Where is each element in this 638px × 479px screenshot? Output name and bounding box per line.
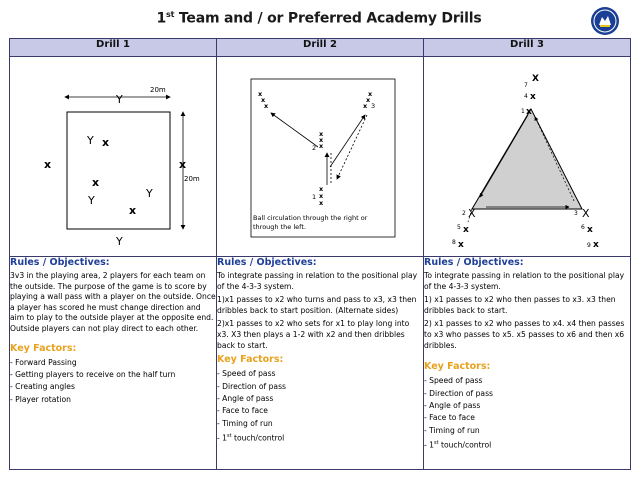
key-factors-list	[10, 357, 216, 407]
player-x: x	[319, 199, 324, 207]
key-factor-item: - Angle of pass	[424, 400, 481, 410]
drill3-diagram	[424, 57, 629, 256]
drill3-diagram-cell	[424, 57, 631, 257]
drill3-header: Drill 3	[424, 39, 631, 57]
drill3-rules-cell	[424, 257, 631, 470]
drill1-diagram	[10, 57, 215, 256]
key-factors-heading: Key Factors:	[10, 342, 77, 354]
player-x: x	[179, 158, 187, 171]
player-x: x	[261, 96, 266, 104]
player-x: x	[102, 136, 110, 149]
key-factor-item: - Speed of pass	[424, 376, 483, 386]
pass-arrow	[271, 113, 318, 147]
drill2-diagram-cell	[217, 57, 424, 257]
drill2-header: Drill 2	[217, 39, 424, 57]
player-y: Y	[88, 194, 95, 207]
drill2-caption: through the left.	[253, 223, 306, 231]
player-y: Y	[146, 187, 153, 200]
step-text: 1)x1 passes to x2 who turns and pass to x3, x3 then dribbles back to start position. (Alternate sides)	[217, 295, 417, 315]
player-x: x	[530, 92, 536, 102]
key-factor-item: - Face to face	[217, 406, 268, 416]
dist-right-label: 20m	[184, 175, 200, 183]
rules-heading: Rules / Objectives:	[10, 257, 110, 268]
key-factors-list	[217, 368, 423, 445]
player-x: x	[458, 240, 464, 250]
player-x: x	[319, 136, 324, 144]
page-title: 1st Team and / or Preferred Academy Drills	[156, 10, 482, 27]
dist-top-label: 20m	[150, 86, 166, 94]
player-x: x	[319, 130, 324, 138]
player-x: x	[593, 240, 599, 250]
drill2-caption: Ball circulation through the right or	[253, 214, 368, 222]
key-factor-item: - Player rotation	[10, 394, 71, 404]
num-7: 7	[524, 82, 528, 89]
player-x: x	[319, 142, 324, 150]
key-factors-heading: Key Factors:	[424, 361, 491, 373]
drill2-diagram	[217, 57, 422, 256]
key-factor-item: - Getting players to receive on the half turn	[10, 369, 176, 379]
player-x: X	[532, 74, 539, 84]
passing-triangle	[472, 109, 582, 209]
key-factor-item: - Direction of pass	[424, 388, 493, 398]
player-x: x	[319, 185, 324, 193]
rules-text: To integrate passing in relation to the positional play of the 4-3-3 system.	[424, 271, 625, 291]
player-x: x	[463, 225, 469, 235]
drill2-rules-cell	[217, 257, 424, 470]
playing-area	[67, 112, 170, 229]
rules-heading: Rules / Objectives:	[217, 257, 317, 268]
player-x: x	[526, 107, 532, 117]
num-5: 5	[457, 224, 461, 231]
num-3: 3	[371, 102, 376, 110]
key-factor-item: - Timing of run	[424, 425, 480, 435]
key-factor-item: - Creating angles	[10, 382, 75, 392]
rules-text: To integrate passing in relation to the positional play of the 4-3-3 system.	[217, 271, 418, 291]
player-x: x	[319, 192, 324, 200]
num-1: 1	[521, 108, 525, 115]
step-text: 2)x1 passes to x2 who sets for x1 to play long into x3. X3 then plays a 1-2 with x2 and then dribbles back to start.	[217, 319, 410, 350]
player-x: X	[468, 207, 476, 220]
num-8: 8	[452, 239, 456, 246]
step-text: 2) x1 passes to x2 who passes to x4. x4 then passes to x3 who passes to x5. x5 passes to x6 and then x6 dribbles.	[424, 319, 625, 350]
player-x: x	[264, 102, 269, 110]
drill1-header: Drill 1	[10, 39, 217, 57]
key-factor-item: - Timing of run	[217, 418, 273, 428]
club-crest-icon	[590, 6, 620, 36]
key-factors-list	[424, 375, 630, 452]
key-factors-heading: Key Factors:	[217, 354, 284, 366]
num-9: 9	[587, 242, 591, 249]
drills-table	[9, 38, 631, 470]
key-factor-item: - 1st touch/control	[217, 433, 285, 443]
player-y: Y	[116, 93, 123, 106]
num-2: 2	[312, 144, 317, 152]
num-3: 3	[574, 210, 578, 217]
rules-heading: Rules / Objectives:	[424, 257, 524, 268]
run-arrow	[337, 115, 367, 179]
drill1-rules-cell	[10, 257, 217, 470]
key-factor-item: - Direction of pass	[217, 381, 286, 391]
rules-text: 3v3 in the playing area, 2 players for each team on the outside. The purpose of the game is to score by playing a wall pass with a player on the outside. Once a player has scored he must change direction and aim to play to the outside player at the opposite end. Outside players can not play direct to each other.	[10, 271, 216, 333]
key-factor-item: - Angle of pass	[217, 393, 274, 403]
player-x: x	[368, 90, 373, 98]
player-x: x	[587, 225, 593, 235]
player-x: x	[44, 158, 52, 171]
num-6: 6	[581, 224, 585, 231]
key-factor-item: - Face to face	[424, 413, 475, 423]
key-factor-item: - Forward Passing	[10, 357, 77, 367]
player-x: x	[129, 204, 137, 217]
player-x: X	[582, 207, 590, 220]
num-4: 4	[524, 93, 528, 100]
key-factor-item: - 1st touch/control	[424, 440, 492, 450]
pass-arrow	[330, 115, 365, 167]
step-text: 1) x1 passes to x2 who then passes to x3. x3 then dribbles back to start.	[424, 295, 616, 315]
num-1: 1	[312, 193, 317, 201]
player-x: x	[92, 176, 100, 189]
drill1-diagram-cell	[10, 57, 217, 257]
player-y: Y	[116, 235, 123, 248]
player-x: x	[258, 90, 263, 98]
player-y: Y	[87, 134, 94, 147]
num-2: 2	[462, 210, 466, 217]
player-x: x	[363, 102, 368, 110]
key-factor-item: - Speed of pass	[217, 369, 276, 379]
player-x: x	[366, 96, 371, 104]
